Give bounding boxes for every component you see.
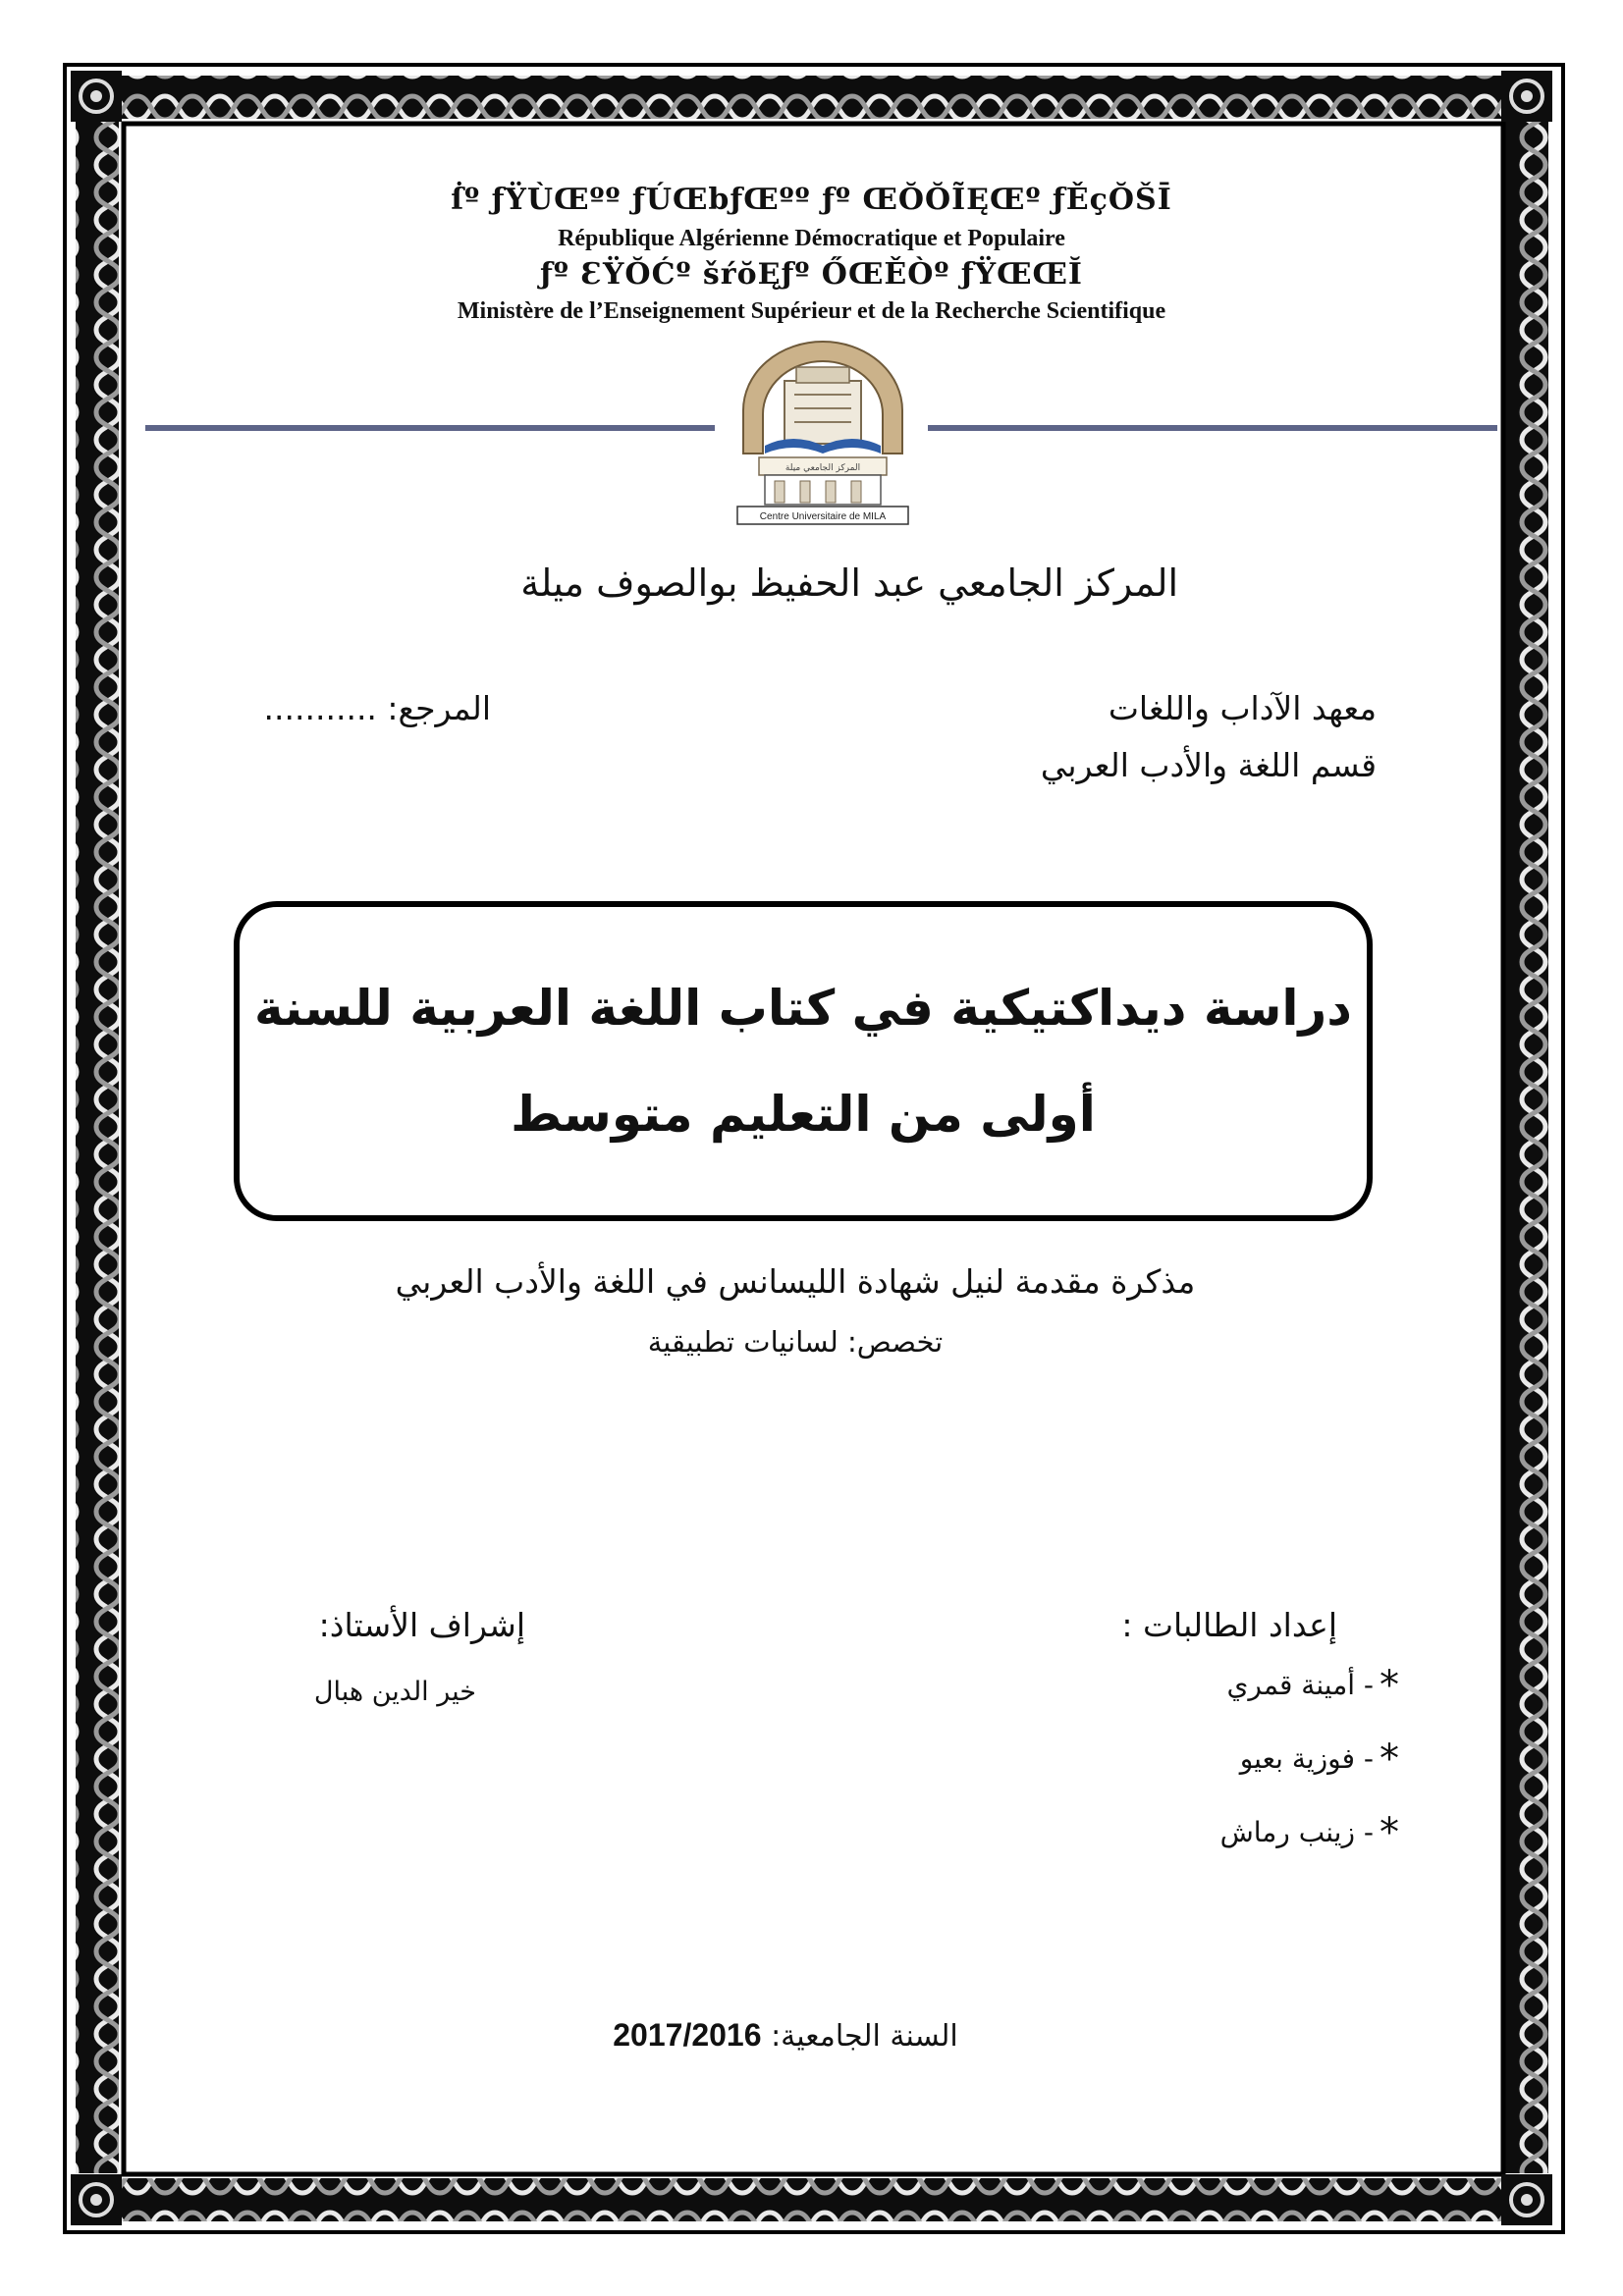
student-name: - فوزية بعيو bbox=[1239, 1742, 1374, 1775]
university-center-name: المركز الجامعي عبد الحفيظ بوالصوف ميلة bbox=[520, 561, 1178, 605]
academic-year bbox=[491, 2017, 1080, 2054]
header-separator-left bbox=[145, 425, 715, 431]
thesis-title-line-2: أولى من التعليم متوسط bbox=[511, 1086, 1096, 1143]
students-label: إعداد الطالبات : bbox=[1121, 1606, 1337, 1644]
arabic-header-line-1: ẛº ƒŸÙŒºº ƒÚŒbƒŒºº ƒº ŒŎŎĨĘŒº ƒĚçŎŠĪ bbox=[451, 183, 1172, 217]
logo-banner-text: المركز الجامعي ميلة bbox=[784, 463, 861, 473]
header-separator-right bbox=[928, 425, 1497, 431]
academic-year-label: السنة الجامعية: bbox=[771, 2019, 958, 2054]
arabic-header-line-2: ƒº ƐŸŎĆº šŕŏĘƒº ŐŒĚÒº ƒŸŒŒĬ bbox=[540, 257, 1083, 292]
republic-name-french: République Algérienne Démocratique et Populaire bbox=[558, 226, 1065, 251]
thesis-title-line-1: دراسة ديداكتيكية في كتاب اللغة العربية للسنة bbox=[254, 980, 1352, 1037]
corner-ornament-bottom-right bbox=[1501, 2174, 1552, 2225]
thesis-title-box bbox=[234, 901, 1373, 1221]
student-name: - أمينة قمري bbox=[1226, 1669, 1374, 1701]
corner-ornament-bottom-left bbox=[71, 2174, 122, 2225]
student-entry-2 bbox=[982, 1736, 1399, 1782]
student-entry-1 bbox=[982, 1663, 1399, 1708]
reference-number: المرجع: ........... bbox=[263, 689, 491, 727]
corner-ornament-top-left bbox=[71, 71, 122, 122]
bullet-star-icon: * bbox=[1380, 1663, 1399, 1708]
logo-caption: Centre Universitaire de MILA bbox=[759, 511, 887, 522]
ministry-name-french: Ministère de l’Enseignement Supérieur et de la Recherche Scientifique bbox=[457, 298, 1166, 324]
institute-name: معهد الآداب واللغات bbox=[1108, 689, 1377, 727]
department-name: قسم اللغة والأدب العربي bbox=[1040, 746, 1377, 784]
bullet-star-icon: * bbox=[1380, 1810, 1399, 1855]
bullet-star-icon: * bbox=[1380, 1736, 1399, 1782]
supervisor-name: خير الدين هبال bbox=[313, 1677, 476, 1707]
student-entry-3 bbox=[982, 1810, 1399, 1855]
corner-ornament-top-right bbox=[1501, 71, 1552, 122]
supervisor-label: إشراف الأستاذ: bbox=[318, 1606, 525, 1644]
university-logo bbox=[730, 338, 916, 526]
thesis-specialty: تخصص: لسانيات تطبيقية bbox=[647, 1325, 944, 1359]
academic-year-value: 2017/2016 bbox=[613, 2017, 762, 2053]
student-name: - زينب رماش bbox=[1219, 1816, 1374, 1848]
thesis-purpose: مذكرة مقدمة لنيل شهادة الليسانس في اللغة والأدب العربي bbox=[395, 1262, 1196, 1301]
